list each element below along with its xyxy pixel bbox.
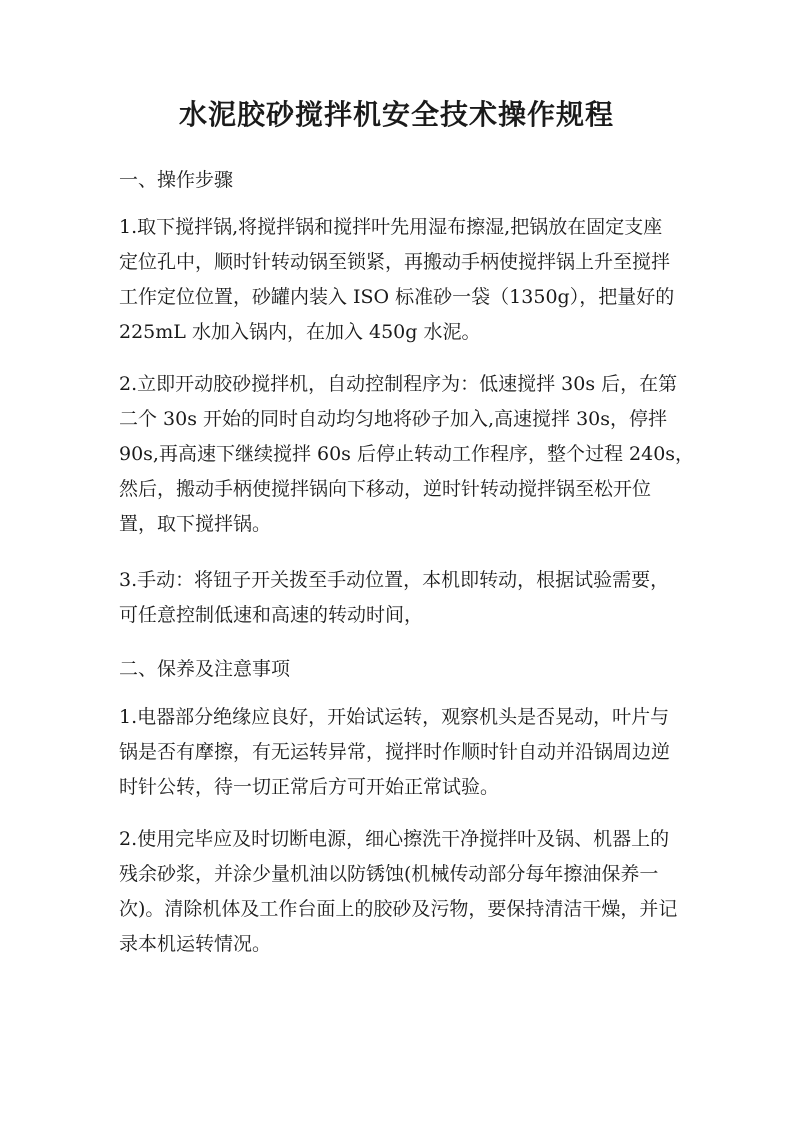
paragraph-line: 置，取下搅拌锅。 (119, 513, 272, 535)
section-heading-maintenance: 二、保养及注意事项 (119, 658, 291, 680)
paragraph-maintenance-2 (119, 822, 679, 962)
paragraph-line: 3.手动：将钮子开关拨至手动位置，本机即转动，根据试验需要， (119, 569, 670, 591)
paragraph-step-2 (119, 367, 695, 542)
section-heading-operation-steps: 一、操作步骤 (119, 169, 234, 191)
paragraph-line: 90s,再高速下继续搅拌 60s 后停止转动工作程序，整个过程 240s， (119, 443, 695, 465)
paragraph-line: 2.使用完毕应及时切断电源，细心擦洗干净搅拌叶及锅、机器上的 (119, 828, 670, 850)
paragraph-line: 工作定位位置，砂罐内装入 ISO 标准砂一袋（1350g），把量好的 (119, 286, 675, 308)
document-title: 水泥胶砂搅拌机安全技术操作规程 (178, 98, 614, 131)
paragraph-line: 时针公转，待一切正常后方可开始正常试验。 (119, 776, 500, 798)
paragraph-line: 1.取下搅拌锅,将搅拌锅和搅拌叶先用湿布擦湿,把锅放在固定支座 (119, 216, 663, 238)
paragraph-line: 残余砂浆，并涂少量机油以防锈蚀(机械传动部分每年擦油保养一 (119, 863, 659, 885)
paragraph-line: 定位孔中，顺时针转动锅至锁紧，再搬动手柄使搅拌锅上升至搅拌 (119, 251, 671, 273)
paragraph-line: 录本机运转情况。 (119, 933, 272, 955)
paragraph-step-1 (119, 210, 679, 350)
paragraph-maintenance-1 (119, 700, 679, 805)
paragraph-line: 2.立即开动胶砂搅拌机，自动控制程序为：低速搅拌 30s 后，在第 (119, 373, 678, 395)
paragraph-line: 二个 30s 开始的同时自动均匀地将砂子加入,高速搅拌 30s，停拌 (119, 408, 668, 430)
paragraph-line: 然后，搬动手柄使搅拌锅向下移动，逆时针转动搅拌锅至松开位 (119, 478, 652, 500)
paragraph-line: 可任意控制低速和高速的转动时间， (119, 604, 424, 626)
paragraph-step-3 (119, 563, 679, 633)
paragraph-line: 1.电器部分绝缘应良好，开始试运转，观察机头是否晃动，叶片与 (119, 706, 670, 728)
paragraph-line: 225mL 水加入锅内，在加入 450g 水泥。 (119, 321, 481, 343)
paragraph-line: 锅是否有摩擦，有无运转异常，搅拌时作顺时针自动并沿锅周边逆 (119, 741, 671, 763)
paragraph-line: 次)。清除机体及工作台面上的胶砂及污物，要保持清洁干燥，并记 (119, 898, 678, 920)
